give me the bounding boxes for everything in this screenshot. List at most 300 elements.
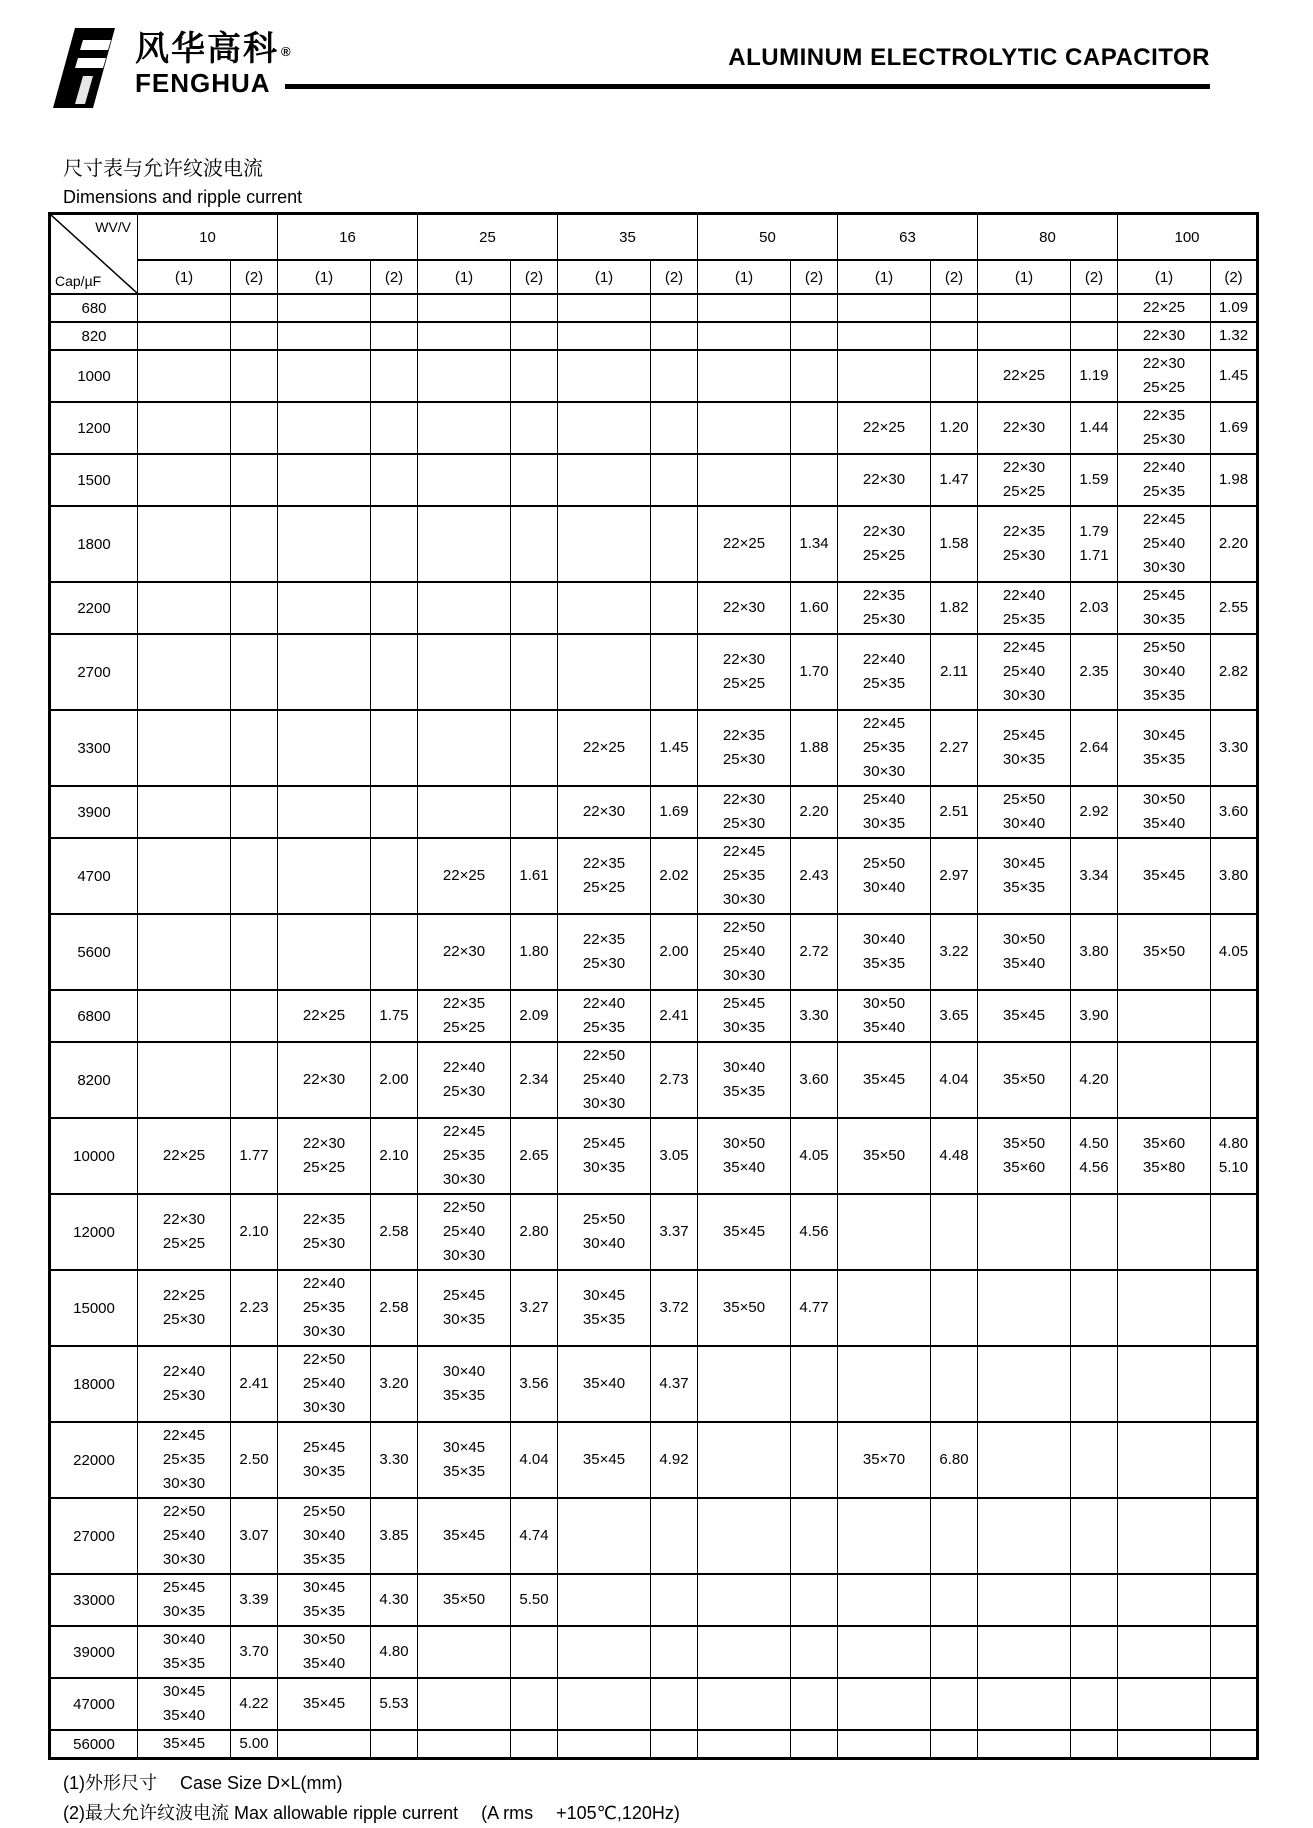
case-size-cell xyxy=(278,914,371,990)
table-row xyxy=(50,1346,1258,1422)
cap-value: 3300 xyxy=(50,710,138,786)
ripple-current-cell xyxy=(791,914,838,990)
subheader-case-size: (1) xyxy=(698,260,791,294)
ripple-current-cell xyxy=(1071,506,1118,582)
case-size-cell xyxy=(698,1118,791,1194)
case-size-cell xyxy=(698,1678,791,1730)
case-size-value: 35×35 xyxy=(582,1311,626,1328)
case-size-cell xyxy=(138,838,231,914)
cap-value: 3900 xyxy=(50,786,138,838)
case-size-value: 30×50 xyxy=(302,1631,346,1648)
ripple-current-cell xyxy=(1071,454,1118,506)
case-size-value: 22×50 xyxy=(162,1503,206,1520)
ripple-current-cell xyxy=(1071,1118,1118,1194)
case-size-cell xyxy=(838,1118,931,1194)
case-size-value: 25×35 xyxy=(862,675,906,692)
ripple-current-cell xyxy=(371,1626,418,1678)
table-row xyxy=(50,1498,1258,1574)
ripple-current-cell xyxy=(371,506,418,582)
case-size-value: 25×30 xyxy=(442,1083,486,1100)
case-size-value: 35×45 xyxy=(1002,1007,1046,1024)
case-size-cell xyxy=(278,582,371,634)
ripple-current-cell xyxy=(511,1498,558,1574)
case-size-cell xyxy=(978,1194,1071,1270)
cap-value: 56000 xyxy=(50,1730,138,1759)
ripple-current-cell xyxy=(651,322,698,350)
brand-name-cn: 风华高科 ® xyxy=(135,30,293,68)
case-size-cell xyxy=(138,322,231,350)
ripple-current-cell xyxy=(511,1574,558,1626)
ripple-current-cell xyxy=(371,1042,418,1118)
case-size-value: 35×60 xyxy=(1002,1159,1046,1176)
case-size-value: 22×25 xyxy=(862,419,906,436)
table-row xyxy=(50,1422,1258,1498)
ripple-current-cell xyxy=(651,1574,698,1626)
dimensions-ripple-table xyxy=(48,212,1259,1760)
case-size-value: 25×45 xyxy=(1002,727,1046,744)
ripple-current-value: 2.09 xyxy=(519,1007,549,1024)
case-size-cell xyxy=(1118,582,1211,634)
case-size-cell xyxy=(698,838,791,914)
ripple-current-cell xyxy=(511,990,558,1042)
case-size-cell xyxy=(698,506,791,582)
ripple-current-cell xyxy=(371,454,418,506)
case-size-cell xyxy=(838,1626,931,1678)
case-size-value: 22×45 xyxy=(862,715,906,732)
ripple-current-cell xyxy=(931,454,978,506)
ripple-current-value: 1.60 xyxy=(799,599,829,616)
case-size-cell xyxy=(138,634,231,710)
case-size-cell xyxy=(1118,1574,1211,1626)
ripple-current-cell xyxy=(1211,294,1258,322)
cap-value: 1500 xyxy=(50,454,138,506)
ripple-current-cell xyxy=(651,1678,698,1730)
case-size-value: 35×35 xyxy=(302,1603,346,1620)
case-size-value: 30×35 xyxy=(1142,611,1186,628)
case-size-cell xyxy=(418,454,511,506)
case-size-cell xyxy=(978,402,1071,454)
case-size-cell xyxy=(418,1118,511,1194)
ripple-current-cell xyxy=(931,1422,978,1498)
case-size-cell xyxy=(698,1574,791,1626)
table-head xyxy=(50,214,1258,295)
subheader-ripple-current: (2) xyxy=(371,260,418,294)
case-size-value: 35×70 xyxy=(862,1451,906,1468)
ripple-current-value: 3.80 xyxy=(1218,867,1249,884)
ripple-current-cell xyxy=(651,1730,698,1759)
case-size-cell xyxy=(698,582,791,634)
case-size-cell xyxy=(838,1678,931,1730)
ripple-current-value: 2.02 xyxy=(659,867,689,884)
cap-value: 680 xyxy=(50,294,138,322)
case-size-cell xyxy=(558,1730,651,1759)
ripple-current-value: 3.30 xyxy=(799,1007,829,1024)
case-size-cell xyxy=(838,1346,931,1422)
ripple-current-cell xyxy=(1071,1678,1118,1730)
cap-value: 15000 xyxy=(50,1270,138,1346)
ripple-current-cell xyxy=(231,1574,278,1626)
cap-value: 10000 xyxy=(50,1118,138,1194)
case-size-cell xyxy=(138,350,231,402)
case-size-value: 22×30 xyxy=(1002,419,1046,436)
ripple-current-cell xyxy=(511,1678,558,1730)
case-size-cell xyxy=(558,1574,651,1626)
case-size-cell xyxy=(698,294,791,322)
cap-value: 33000 xyxy=(50,1574,138,1626)
case-size-cell xyxy=(558,294,651,322)
case-size-cell xyxy=(138,1678,231,1730)
case-size-value: 30×30 xyxy=(722,967,766,984)
brand-logo xyxy=(53,26,291,110)
case-size-value: 22×25 xyxy=(162,1287,206,1304)
case-size-cell xyxy=(418,990,511,1042)
case-size-value: 22×45 xyxy=(1142,511,1186,528)
case-size-value: 35×45 xyxy=(582,1451,626,1468)
case-size-cell xyxy=(558,1118,651,1194)
ripple-current-cell xyxy=(511,914,558,990)
cap-value: 12000 xyxy=(50,1194,138,1270)
case-size-value: 30×35 xyxy=(862,815,906,832)
ripple-current-cell xyxy=(1071,1042,1118,1118)
case-size-value: 35×45 xyxy=(442,1527,486,1544)
case-size-cell xyxy=(838,1270,931,1346)
case-size-cell xyxy=(698,1626,791,1678)
case-size-value: 22×25 xyxy=(1002,367,1046,384)
ripple-current-cell xyxy=(931,1346,978,1422)
case-size-value: 30×40 xyxy=(1002,815,1046,832)
ripple-current-value: 3.05 xyxy=(659,1147,689,1164)
case-size-value: 30×40 xyxy=(862,879,906,896)
ripple-current-cell xyxy=(371,1498,418,1574)
table-row xyxy=(50,1626,1258,1678)
ripple-current-cell xyxy=(1211,990,1258,1042)
subheader-ripple-current: (2) xyxy=(1071,260,1118,294)
ripple-current-value: 3.07 xyxy=(239,1527,269,1544)
case-size-cell xyxy=(978,582,1071,634)
ripple-current-value: 4.05 xyxy=(1218,943,1249,960)
subheader-case-size: (1) xyxy=(558,260,651,294)
case-size-value: 25×35 xyxy=(162,1451,206,1468)
case-size-value: 22×40 xyxy=(442,1059,486,1076)
case-size-cell xyxy=(418,1574,511,1626)
case-size-value: 30×30 xyxy=(1002,687,1046,704)
ripple-current-cell xyxy=(1071,402,1118,454)
case-size-cell xyxy=(978,634,1071,710)
ripple-current-value: 2.58 xyxy=(379,1299,409,1316)
cap-value: 18000 xyxy=(50,1346,138,1422)
case-size-value: 25×40 xyxy=(1142,535,1186,552)
ripple-current-value: 2.00 xyxy=(659,943,689,960)
case-size-value: 25×40 xyxy=(582,1071,626,1088)
ripple-current-cell xyxy=(1071,1574,1118,1626)
case-size-cell xyxy=(138,710,231,786)
ripple-current-cell xyxy=(1211,1498,1258,1574)
case-size-value: 22×40 xyxy=(162,1363,206,1380)
case-size-value: 22×30 xyxy=(1002,459,1046,476)
corner-label-cap: Cap/µF xyxy=(55,273,102,289)
page-header xyxy=(48,22,1265,122)
case-size-value: 25×50 xyxy=(1142,639,1186,656)
table-row xyxy=(50,1118,1258,1194)
case-size-value: 25×30 xyxy=(862,611,906,628)
ripple-current-cell xyxy=(1211,710,1258,786)
case-size-cell xyxy=(558,1042,651,1118)
case-size-cell xyxy=(838,1498,931,1574)
ripple-current-value: 1.44 xyxy=(1079,419,1109,436)
table-row xyxy=(50,710,1258,786)
ripple-current-cell xyxy=(931,710,978,786)
case-size-value: 30×45 xyxy=(162,1683,206,1700)
ripple-current-value: 4.22 xyxy=(239,1695,269,1712)
case-size-cell xyxy=(1118,350,1211,402)
ripple-current-cell xyxy=(511,1270,558,1346)
ripple-current-value: 3.65 xyxy=(939,1007,969,1024)
case-size-cell xyxy=(1118,1346,1211,1422)
case-size-cell xyxy=(138,990,231,1042)
ripple-current-value: 3.72 xyxy=(659,1299,689,1316)
case-size-cell xyxy=(838,838,931,914)
note-ripple-current: (2)最大允许纹波电流 Max allowable ripple current (A rms +105℃,120Hz) xyxy=(63,1803,680,1823)
case-size-value: 22×40 xyxy=(1142,459,1186,476)
ripple-current-cell xyxy=(231,914,278,990)
ripple-current-cell xyxy=(1211,1730,1258,1759)
ripple-current-cell xyxy=(791,350,838,402)
case-size-value: 25×45 xyxy=(162,1579,206,1596)
table-row xyxy=(50,634,1258,710)
case-size-value: 22×35 xyxy=(862,587,906,604)
case-size-value: 25×50 xyxy=(1002,791,1046,808)
ripple-current-cell xyxy=(1211,1194,1258,1270)
table-row xyxy=(50,294,1258,322)
case-size-cell xyxy=(278,1346,371,1422)
ripple-current-cell xyxy=(791,990,838,1042)
case-size-value: 30×35 xyxy=(162,1603,206,1620)
ripple-current-value: 2.23 xyxy=(239,1299,269,1316)
case-size-cell xyxy=(978,294,1071,322)
case-size-value: 35×45 xyxy=(1142,867,1186,884)
ripple-current-cell xyxy=(651,506,698,582)
ripple-current-cell xyxy=(1211,322,1258,350)
case-size-value: 22×35 xyxy=(1002,523,1046,540)
case-size-value: 30×30 xyxy=(442,1247,486,1264)
case-size-cell xyxy=(138,1118,231,1194)
case-size-value: 22×40 xyxy=(582,995,626,1012)
ripple-current-value: 1.75 xyxy=(379,1007,409,1024)
case-size-cell xyxy=(558,322,651,350)
case-size-cell xyxy=(838,506,931,582)
ripple-current-cell xyxy=(1071,786,1118,838)
ripple-current-value: 2.72 xyxy=(799,943,829,960)
case-size-value: 25×50 xyxy=(862,855,906,872)
ripple-current-cell xyxy=(931,1042,978,1118)
case-size-cell xyxy=(278,350,371,402)
case-size-cell xyxy=(558,350,651,402)
case-size-value: 25×35 xyxy=(862,739,906,756)
case-size-value: 25×25 xyxy=(162,1235,206,1252)
ripple-current-cell xyxy=(511,1422,558,1498)
case-size-cell xyxy=(138,1346,231,1422)
ripple-current-cell xyxy=(1071,634,1118,710)
ripple-current-cell xyxy=(231,1422,278,1498)
case-size-value: 30×50 xyxy=(1142,791,1186,808)
case-size-cell xyxy=(278,1270,371,1346)
ripple-current-cell xyxy=(371,1270,418,1346)
case-size-value: 22×45 xyxy=(442,1123,486,1140)
case-size-cell xyxy=(698,322,791,350)
case-size-value: 30×40 xyxy=(582,1235,626,1252)
ripple-current-cell xyxy=(651,294,698,322)
ripple-current-value: 1.45 xyxy=(659,739,689,756)
cap-value: 47000 xyxy=(50,1678,138,1730)
ripple-current-cell xyxy=(1211,1626,1258,1678)
ripple-current-cell xyxy=(511,322,558,350)
case-size-cell xyxy=(138,454,231,506)
case-size-value: 25×45 xyxy=(302,1439,346,1456)
case-size-cell xyxy=(838,1730,931,1759)
ripple-current-cell xyxy=(1071,1730,1118,1759)
case-size-value: 30×40 xyxy=(862,931,906,948)
ripple-current-cell xyxy=(931,350,978,402)
case-size-value: 25×35 xyxy=(302,1299,346,1316)
ripple-current-value: 2.64 xyxy=(1079,739,1109,756)
subheader-case-size: (1) xyxy=(838,260,931,294)
case-size-value: 30×35 xyxy=(442,1311,486,1328)
case-size-value: 25×40 xyxy=(302,1375,346,1392)
case-size-cell xyxy=(278,786,371,838)
case-size-value: 30×30 xyxy=(1142,559,1186,576)
case-size-cell xyxy=(558,454,651,506)
case-size-value: 22×30 xyxy=(722,791,766,808)
case-size-value: 35×40 xyxy=(1142,815,1186,832)
ripple-current-cell xyxy=(651,1118,698,1194)
case-size-cell xyxy=(1118,634,1211,710)
case-size-value: 30×40 xyxy=(1142,663,1186,680)
case-size-cell xyxy=(1118,1730,1211,1759)
case-size-cell xyxy=(698,1194,791,1270)
case-size-cell xyxy=(978,1346,1071,1422)
case-size-value: 22×30 xyxy=(1142,327,1186,344)
case-size-cell xyxy=(418,786,511,838)
ripple-current-value: 3.70 xyxy=(239,1643,269,1660)
case-size-cell xyxy=(278,990,371,1042)
ripple-current-value: 1.58 xyxy=(939,535,969,552)
case-size-value: 25×30 xyxy=(1002,547,1046,564)
case-size-value: 25×25 xyxy=(302,1159,346,1176)
case-size-value: 25×45 xyxy=(722,995,766,1012)
ripple-current-value: 3.20 xyxy=(379,1375,409,1392)
ripple-current-cell xyxy=(231,506,278,582)
ripple-current-value: 5.50 xyxy=(519,1591,549,1608)
table-row xyxy=(50,322,1258,350)
case-size-value: 22×30 xyxy=(722,599,766,616)
case-size-value: 35×50 xyxy=(1142,943,1186,960)
ripple-current-value: 2.27 xyxy=(939,739,969,756)
case-size-cell xyxy=(558,914,651,990)
case-size-value: 35×35 xyxy=(862,955,906,972)
ripple-current-cell xyxy=(1211,1346,1258,1422)
ripple-current-value: 2.03 xyxy=(1079,599,1109,616)
ripple-current-cell xyxy=(931,1118,978,1194)
ripple-current-cell xyxy=(231,322,278,350)
case-size-value: 22×35 xyxy=(582,931,626,948)
ripple-current-value: 4.74 xyxy=(519,1527,549,1544)
ripple-current-cell xyxy=(371,1346,418,1422)
ripple-current-value: 3.30 xyxy=(379,1451,409,1468)
case-size-value: 35×35 xyxy=(1142,751,1186,768)
voltage-header-50: 50 xyxy=(698,214,838,261)
case-size-cell xyxy=(138,1730,231,1759)
ripple-current-value: 4.04 xyxy=(519,1451,549,1468)
case-size-cell xyxy=(1118,322,1211,350)
ripple-current-cell xyxy=(371,1118,418,1194)
ripple-current-cell xyxy=(1071,838,1118,914)
case-size-cell xyxy=(418,294,511,322)
ripple-current-cell xyxy=(511,786,558,838)
ripple-current-cell xyxy=(231,294,278,322)
table-row xyxy=(50,506,1258,582)
ripple-current-cell xyxy=(931,838,978,914)
case-size-value: 35×45 xyxy=(722,1223,766,1240)
case-size-value: 25×30 xyxy=(162,1311,206,1328)
case-size-cell xyxy=(278,1730,371,1759)
ripple-current-cell xyxy=(1071,1498,1118,1574)
case-size-value: 22×30 xyxy=(302,1135,346,1152)
ripple-current-cell xyxy=(1211,454,1258,506)
case-size-cell xyxy=(698,710,791,786)
ripple-current-cell xyxy=(231,1626,278,1678)
ripple-current-cell xyxy=(231,710,278,786)
ripple-current-value: 3.27 xyxy=(519,1299,549,1316)
fenghua-logo-icon xyxy=(53,26,125,110)
ripple-current-value: 3.22 xyxy=(939,943,969,960)
case-size-value: 35×50 xyxy=(442,1591,486,1608)
ripple-current-cell xyxy=(791,1270,838,1346)
case-size-cell xyxy=(418,402,511,454)
case-size-cell xyxy=(698,402,791,454)
case-size-value: 35×50 xyxy=(862,1147,906,1164)
case-size-value: 22×25 xyxy=(302,1007,346,1024)
ripple-current-cell xyxy=(231,1042,278,1118)
ripple-current-cell xyxy=(931,1678,978,1730)
case-size-value: 25×40 xyxy=(442,1223,486,1240)
ripple-current-value: 3.37 xyxy=(659,1223,689,1240)
case-size-cell xyxy=(558,710,651,786)
ripple-current-cell xyxy=(371,914,418,990)
table-row xyxy=(50,1678,1258,1730)
case-size-value: 25×25 xyxy=(1142,379,1186,396)
case-size-value: 35×45 xyxy=(302,1695,346,1712)
note-case-size: (1)外形尺寸 Case Size D×L(mm) xyxy=(63,1773,343,1793)
case-size-cell xyxy=(418,1730,511,1759)
case-size-cell xyxy=(278,1498,371,1574)
case-size-value: 25×40 xyxy=(722,943,766,960)
case-size-cell xyxy=(138,1042,231,1118)
ripple-current-cell xyxy=(791,294,838,322)
case-size-value: 22×25 xyxy=(1142,299,1186,316)
case-size-value: 35×45 xyxy=(862,1071,906,1088)
ripple-current-value: 1.80 xyxy=(519,943,549,960)
case-size-value: 35×35 xyxy=(1002,879,1046,896)
ripple-current-value: 2.65 xyxy=(519,1147,549,1164)
case-size-cell xyxy=(138,294,231,322)
case-size-cell xyxy=(838,402,931,454)
ripple-current-value: 3.34 xyxy=(1079,867,1109,884)
case-size-cell xyxy=(558,838,651,914)
case-size-cell xyxy=(418,1422,511,1498)
case-size-cell xyxy=(558,1626,651,1678)
ripple-current-value: 1.79 xyxy=(1079,523,1109,540)
ripple-current-value: 2.58 xyxy=(379,1223,409,1240)
